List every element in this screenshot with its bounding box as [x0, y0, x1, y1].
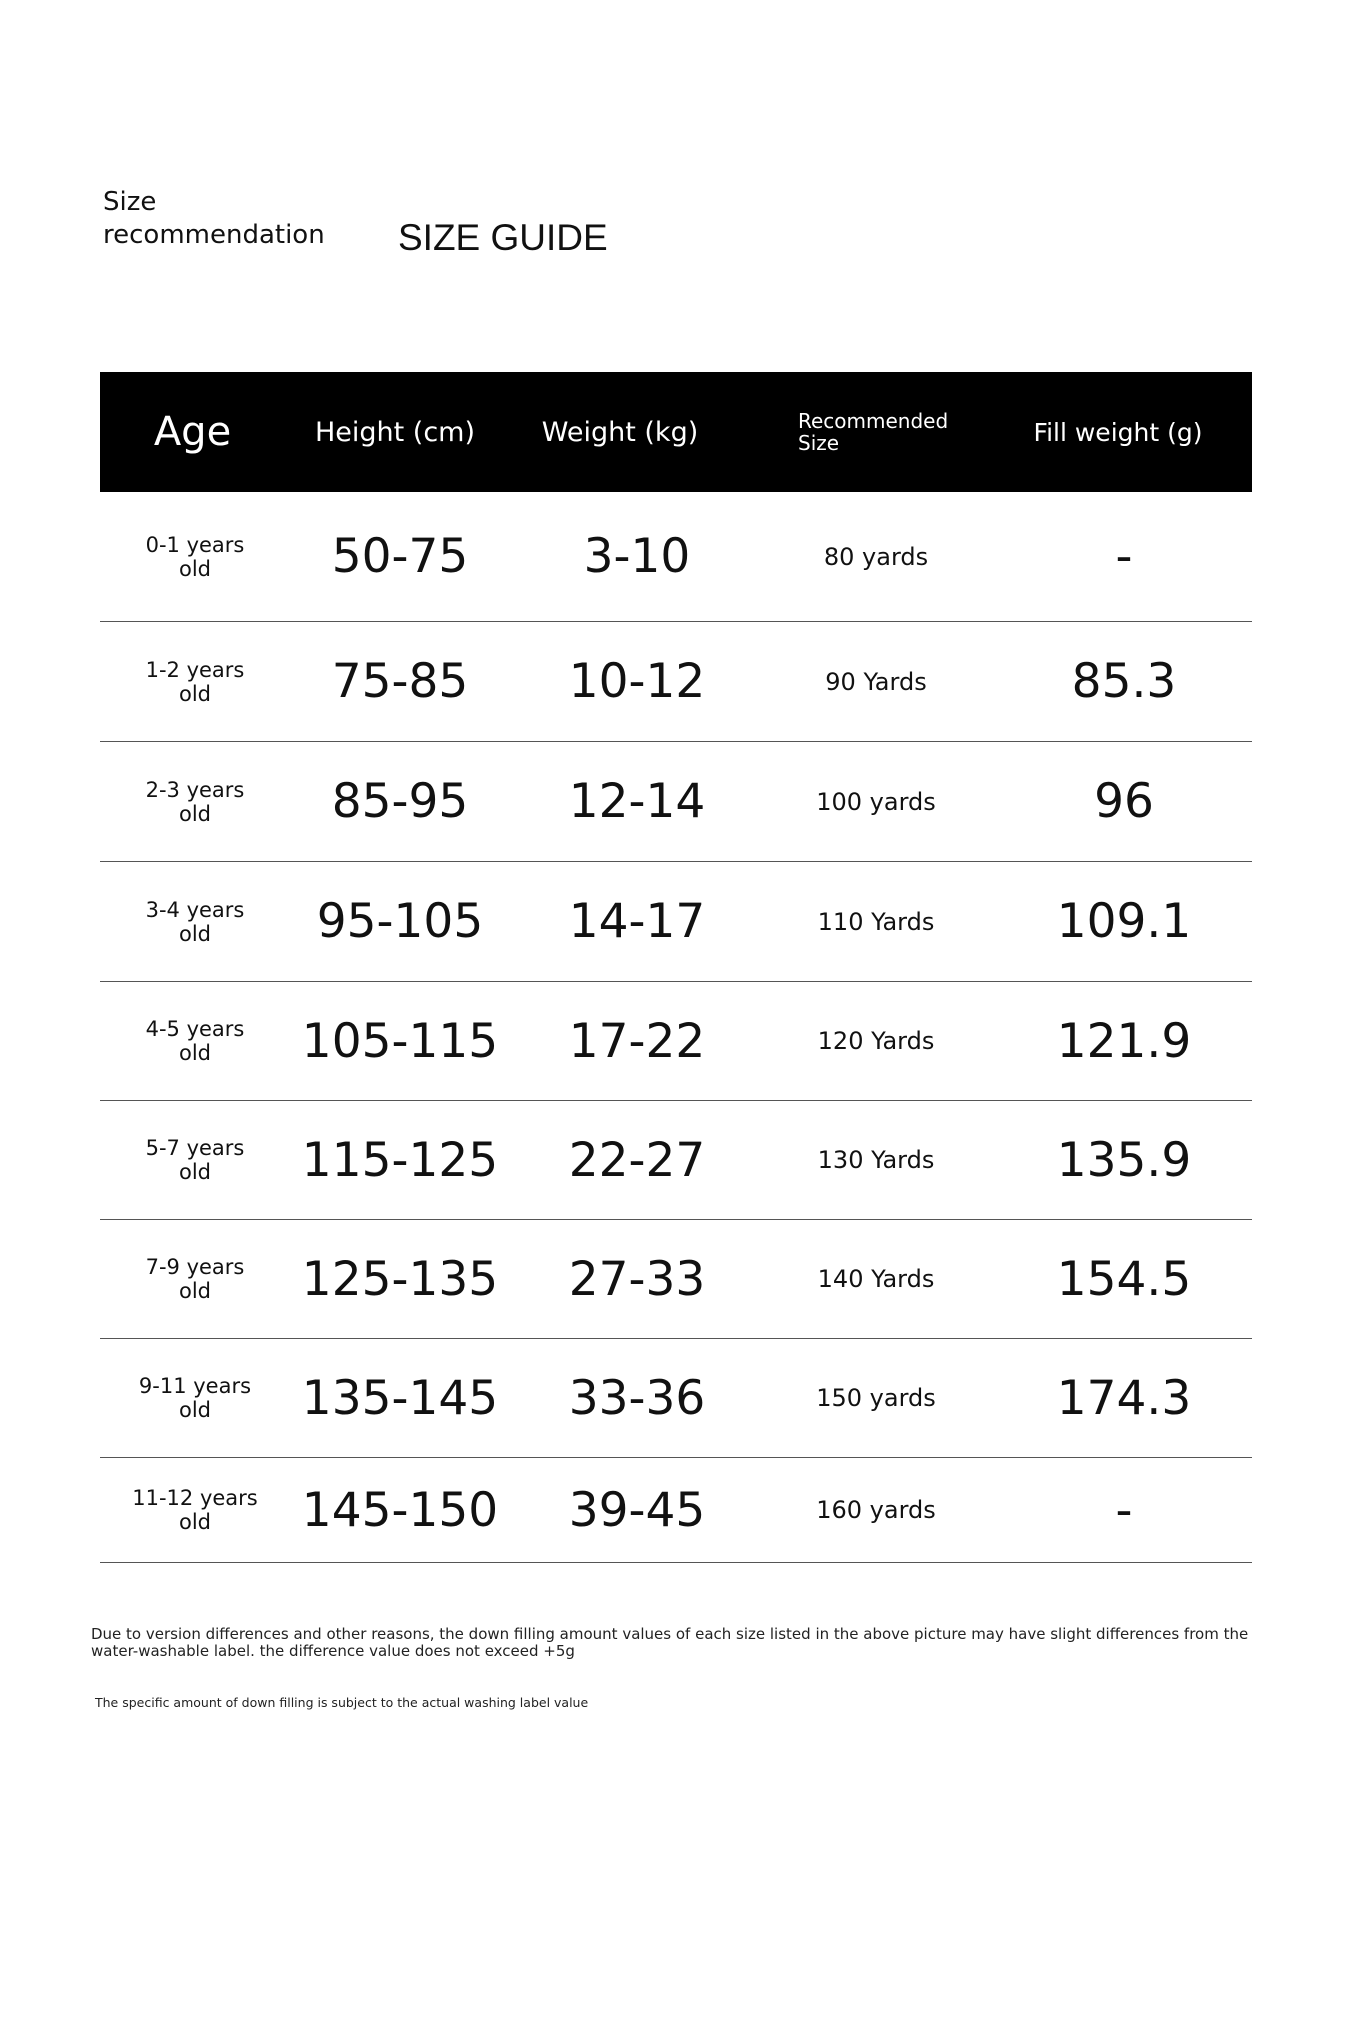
- footnote-washing-label: The specific amount of down filling is subject to the actual washing label value: [95, 1695, 589, 1710]
- age-cell: [100, 622, 290, 741]
- table-row: [100, 1458, 1252, 1563]
- recommended-line-2: Size: [798, 431, 840, 455]
- age-range: 9-11 years: [138, 1374, 252, 1398]
- column-header-age: Age: [153, 409, 232, 455]
- height-cell: 50-75: [331, 529, 469, 584]
- height-cell: 95-105: [316, 894, 484, 949]
- age-cell: [100, 1339, 290, 1457]
- recommended-size-cell: 120 Yards: [817, 1027, 935, 1055]
- height-cell: 115-125: [301, 1132, 499, 1188]
- column-header-recommended-size: [798, 372, 958, 492]
- height-cell: 75-85: [331, 654, 469, 709]
- recommended-size-cell: 130 Yards: [817, 1146, 935, 1174]
- age-suffix: old: [178, 1160, 211, 1184]
- age-suffix: old: [178, 1279, 211, 1303]
- fill-weight-cell: -: [1115, 1482, 1133, 1538]
- table-row: [100, 492, 1252, 622]
- age-cell: [100, 1101, 290, 1219]
- age-range: 4-5 years: [145, 1017, 245, 1041]
- column-header-fill-weight: Fill weight (g): [1033, 417, 1203, 447]
- recommended-size-cell: 110 Yards: [817, 907, 935, 936]
- fill-weight-cell: 135.9: [1056, 1132, 1192, 1188]
- recommended-size-cell: 90 Yards: [825, 667, 927, 696]
- height-cell: 105-115: [301, 1013, 499, 1069]
- weight-cell: 14-17: [568, 894, 706, 949]
- page-title: SIZE GUIDE: [398, 217, 608, 258]
- weight-cell: 33-36: [568, 1370, 706, 1426]
- table-row: [100, 982, 1252, 1101]
- age-range: 2-3 years: [145, 777, 245, 802]
- fill-weight-cell: 174.3: [1056, 1370, 1192, 1426]
- recommended-size-cell: 80 yards: [823, 542, 929, 571]
- fill-weight-cell: 85.3: [1071, 654, 1177, 709]
- height-cell: 125-135: [301, 1251, 499, 1307]
- age-suffix: old: [178, 801, 211, 826]
- fill-weight-cell: 121.9: [1056, 1013, 1192, 1069]
- size-recommendation-label: [103, 186, 363, 252]
- recommended-size-cell: 150 yards: [816, 1384, 936, 1412]
- weight-cell: 10-12: [568, 654, 706, 709]
- table-row: [100, 742, 1252, 862]
- table-row: [100, 622, 1252, 742]
- weight-cell: 17-22: [568, 1013, 706, 1069]
- age-cell: [100, 862, 290, 981]
- fill-weight-cell: 96: [1094, 774, 1154, 829]
- weight-cell: 39-45: [568, 1482, 706, 1538]
- recommended-line-1: Recommended: [798, 409, 949, 433]
- recommended-size-cell: 100 yards: [816, 787, 936, 816]
- age-suffix: old: [178, 1398, 211, 1422]
- age-cell: [100, 742, 290, 861]
- age-suffix: old: [178, 681, 211, 706]
- age-range: 1-2 years: [145, 657, 245, 682]
- age-range: 0-1 years: [145, 532, 245, 557]
- recommended-size-cell: 160 yards: [816, 1496, 936, 1524]
- age-cell: [100, 1458, 290, 1562]
- age-cell: [100, 982, 290, 1100]
- column-header-weight: Weight (kg): [541, 416, 699, 448]
- table-header: [100, 372, 1252, 492]
- age-suffix: old: [178, 556, 211, 581]
- table-row: [100, 862, 1252, 982]
- age-range: 11-12 years: [132, 1486, 258, 1510]
- weight-cell: 22-27: [568, 1132, 706, 1188]
- height-cell: 145-150: [301, 1482, 499, 1538]
- recommended-size-cell: 140 Yards: [817, 1265, 935, 1293]
- age-range: 5-7 years: [145, 1136, 245, 1160]
- table-row: [100, 1339, 1252, 1458]
- fill-weight-cell: 109.1: [1056, 894, 1192, 949]
- age-cell: [100, 1220, 290, 1338]
- weight-cell: 3-10: [583, 529, 691, 584]
- age-range: 3-4 years: [145, 897, 245, 922]
- column-header-height: Height (cm): [314, 416, 476, 448]
- subtitle-line-1: Size: [103, 187, 157, 217]
- age-suffix: old: [178, 921, 211, 946]
- weight-cell: 27-33: [568, 1251, 706, 1307]
- weight-cell: 12-14: [568, 774, 706, 829]
- age-suffix: old: [178, 1510, 211, 1534]
- size-table: [100, 372, 1252, 1538]
- age-range: 7-9 years: [145, 1255, 245, 1279]
- age-suffix: old: [178, 1041, 211, 1065]
- subtitle-line-2: recommendation: [103, 220, 325, 250]
- table-row: [100, 1220, 1252, 1339]
- height-cell: 135-145: [301, 1370, 499, 1426]
- fill-weight-cell: 154.5: [1056, 1251, 1192, 1307]
- table-row: [100, 1101, 1252, 1220]
- footnote-disclaimer: Due to version differences and other reasons, the down filling amount values of each size listed in the above picture may have slight differences from the water-washable label. the difference value does not exceed +5g: [91, 1625, 1249, 1660]
- fill-weight-cell: -: [1115, 529, 1133, 584]
- height-cell: 85-95: [331, 774, 469, 829]
- age-cell: [100, 492, 290, 621]
